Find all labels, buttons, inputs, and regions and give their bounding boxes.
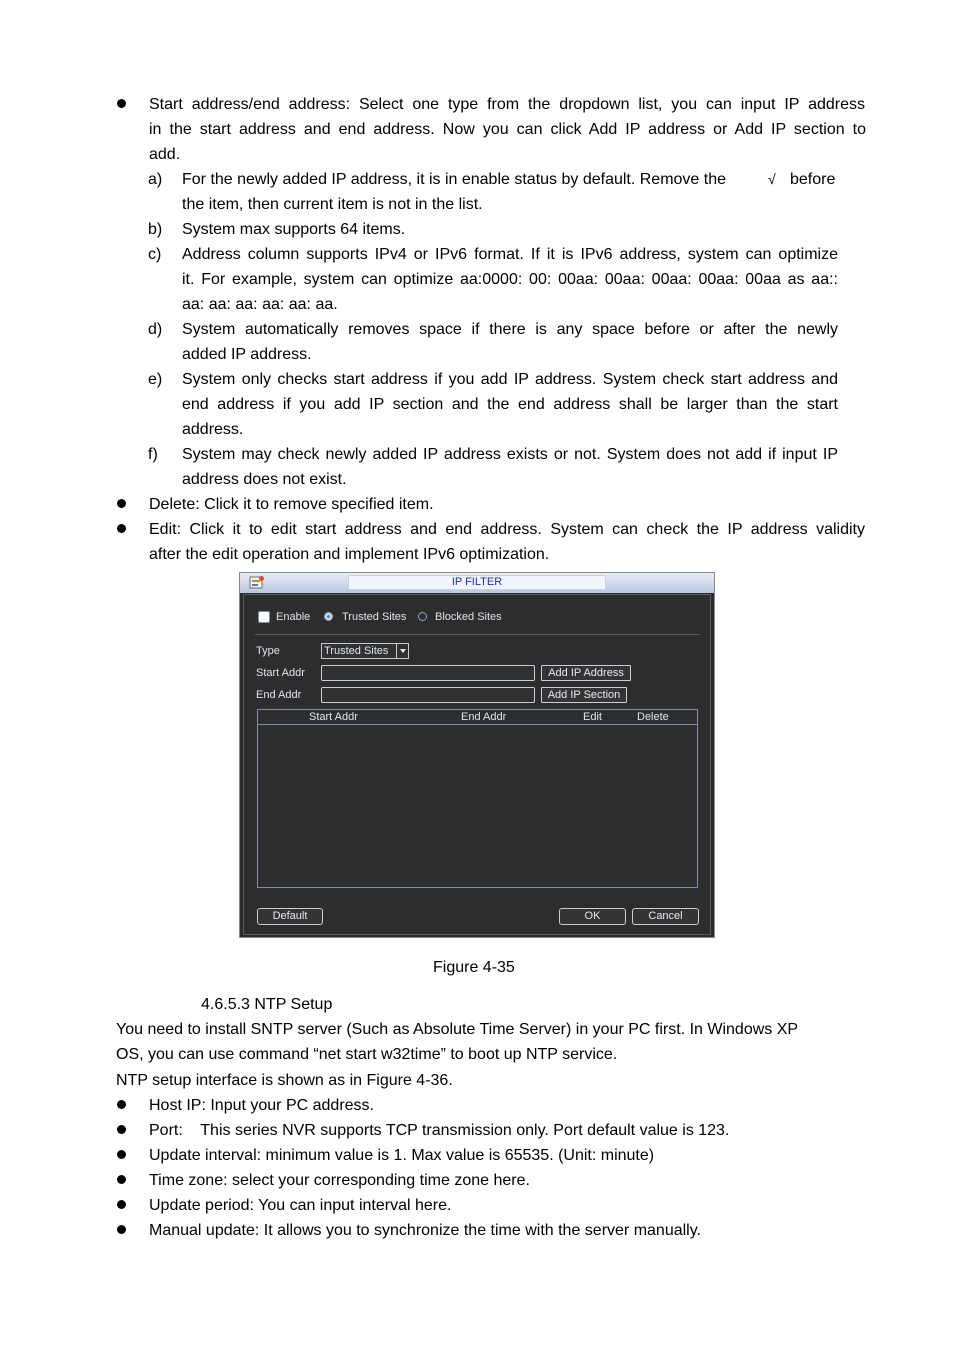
list-marker: a) [148, 171, 163, 188]
bullet-dot [117, 524, 126, 533]
blocked-sites-radio[interactable] [418, 612, 427, 621]
enable-label: Enable [276, 611, 311, 623]
body-text: System may check newly added IP address exists or not. System does not add if input IP [182, 446, 838, 463]
type-select[interactable] [321, 643, 409, 659]
body-text: Start address/end address: Select one type from the dropdown list, you can input IP address [149, 96, 865, 113]
start-addr-input[interactable] [321, 665, 535, 681]
body-text: address does not exist. [182, 471, 347, 488]
body-text: Update period: You can input interval here. [149, 1197, 452, 1214]
list-marker: b) [148, 221, 163, 238]
body-text: OS, you can use command “net start w32time” to boot up NTP service. [116, 1046, 618, 1063]
body-text: Delete: Click it to remove specified item. [149, 496, 434, 513]
body-text: Time zone: select your corresponding time zone here. [149, 1172, 530, 1189]
body-text: System automatically removes space if there is any space before or after the newly [182, 321, 838, 338]
body-text: add. [149, 146, 181, 163]
body-text: before [790, 171, 836, 188]
enable-checkbox[interactable] [258, 611, 270, 623]
bullet-dot [117, 1150, 126, 1159]
trusted-sites-radio[interactable] [324, 612, 333, 621]
body-text: For the newly added IP address, it is in enable status by default. Remove the [182, 171, 727, 188]
body-text: Update interval: minimum value is 1. Max value is 65535. (Unit: minute) [149, 1147, 655, 1164]
body-text: Manual update: It allows you to synchronize the time with the server manually. [149, 1222, 701, 1239]
bullet-dot [117, 1175, 126, 1184]
body-text: it. For example, system can optimize aa:0000: 00: 00aa: 00aa: 00aa: 00aa: 00aa as aa:: [182, 271, 838, 288]
bullet-dot [117, 1225, 126, 1234]
list-marker: c) [148, 246, 162, 263]
ip-filter-dialog [239, 572, 715, 938]
section-heading: 4.6.5.3 NTP Setup [201, 996, 333, 1013]
app-icon [249, 575, 265, 590]
bullet-dot [117, 1100, 126, 1109]
default-button[interactable]: Default [257, 908, 323, 925]
column-header-edit: Edit [583, 711, 602, 723]
column-header-delete: Delete [637, 711, 669, 723]
divider [255, 634, 700, 635]
cancel-button[interactable]: Cancel [632, 908, 699, 925]
end-addr-label: End Addr [256, 689, 302, 701]
type-label: Type [256, 645, 280, 657]
body-text: Edit: Click it to edit start address and end address. System can check the IP address validity [149, 521, 865, 538]
dialog-body [243, 594, 711, 935]
chevron-down-icon [396, 644, 408, 658]
ok-button[interactable]: OK [559, 908, 626, 925]
body-text: the item, then current item is not in the list. [182, 196, 483, 213]
body-text: You need to install SNTP server (Such as Absolute Time Server) in your PC first. In Windows XP [116, 1021, 799, 1038]
body-text: Port: This series NVR supports TCP transmission only. Port default value is 123. [149, 1122, 730, 1139]
body-text: System max supports 64 items. [182, 221, 406, 238]
bullet-dot [117, 1200, 126, 1209]
column-header-end-addr: End Addr [461, 711, 507, 723]
add-ip-address-button[interactable]: Add IP Address [541, 665, 631, 681]
blocked-sites-label: Blocked Sites [435, 611, 502, 623]
add-ip-section-button[interactable]: Add IP Section [541, 687, 627, 703]
ip-table [257, 709, 698, 888]
dialog-title: IP FILTER [348, 575, 606, 590]
body-text: end address if you add IP section and the end address shall be larger than the start [182, 396, 838, 413]
body-text: added IP address. [182, 346, 312, 363]
list-marker: d) [148, 321, 163, 338]
figure-caption: Figure 4-35 [433, 959, 515, 976]
body-text: Address column supports IPv4 or IPv6 format. If it is IPv6 address, system can optimize [182, 246, 838, 263]
type-select-value: Trusted Sites [324, 645, 389, 657]
body-text: aa: aa: aa: aa: aa: aa. [182, 296, 338, 313]
body-text: in the start address and end address. Now you can click Add IP address or Add IP section to [149, 121, 866, 138]
bullet-dot [117, 1125, 126, 1134]
body-text: NTP setup interface is shown as in Figure 4-36. [116, 1072, 453, 1089]
trusted-sites-label: Trusted Sites [342, 611, 407, 623]
body-text: Host IP: Input your PC address. [149, 1097, 374, 1114]
body-text: after the edit operation and implement IPv6 optimization. [149, 546, 550, 563]
column-header-start-addr: Start Addr [309, 711, 358, 723]
start-addr-label: Start Addr [256, 667, 305, 679]
bullet-dot [117, 499, 126, 508]
end-addr-input[interactable] [321, 687, 535, 703]
bullet-dot [117, 99, 126, 108]
body-text: address. [182, 421, 244, 438]
list-marker: e) [148, 371, 163, 388]
dialog-title-bar [240, 573, 714, 593]
table-header [258, 710, 697, 725]
checkmark-symbol: √ [768, 171, 776, 187]
list-marker: f) [148, 446, 158, 463]
body-text: System only checks start address if you add IP address. System check start address and [182, 371, 838, 388]
